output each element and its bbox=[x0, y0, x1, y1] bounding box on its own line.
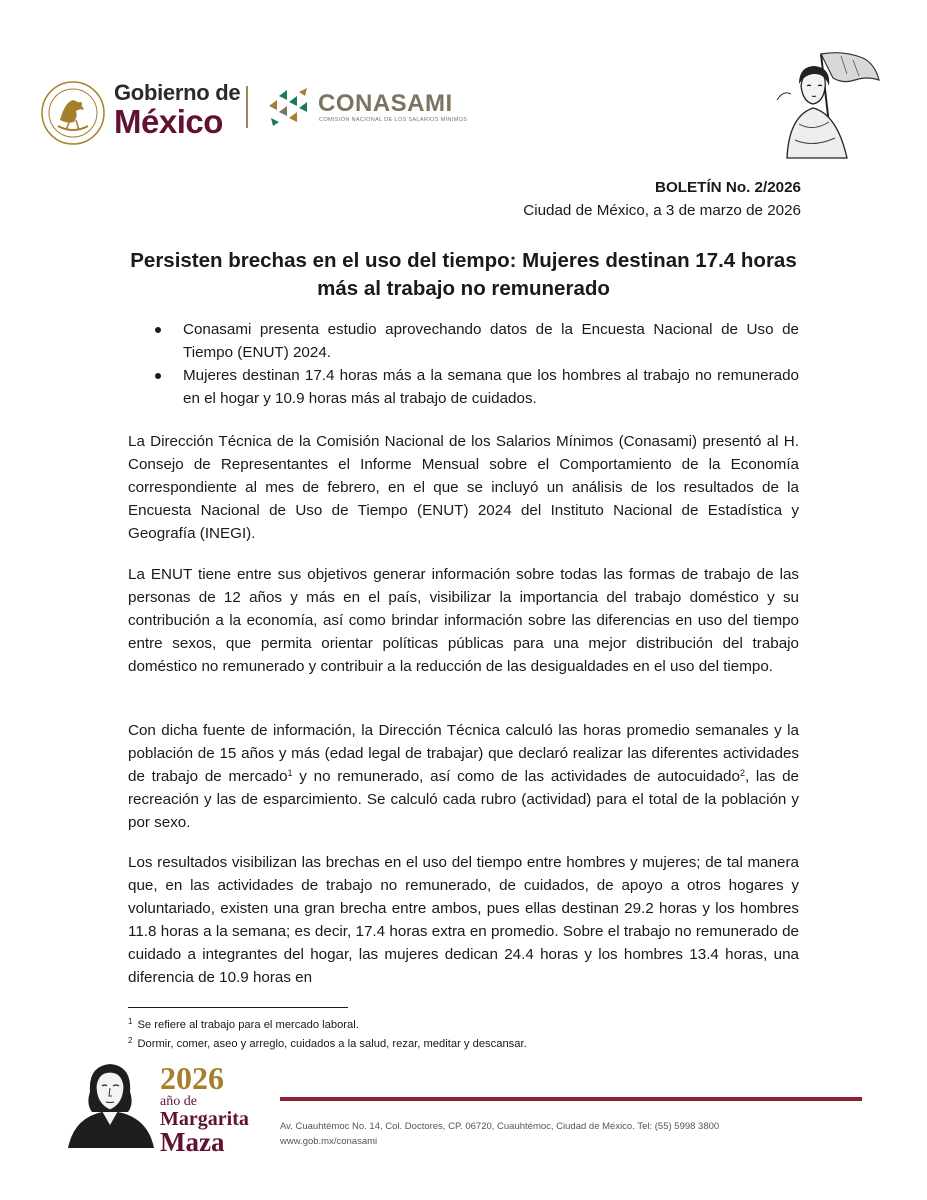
paragraph-3-text-b: y no remunerado, así como de las actividades de autocuidado bbox=[292, 768, 740, 785]
footnote-mark: 2 bbox=[128, 1036, 133, 1045]
footer-address-block bbox=[280, 1119, 719, 1149]
logo-divider bbox=[246, 86, 248, 128]
conasami-full-name: COMISIÓN NACIONAL DE LOS SALARIOS MÍNIMOS bbox=[319, 117, 468, 123]
bulletin-meta bbox=[523, 176, 801, 222]
footnote-text: Se refiere al trabajo para el mercado laboral. bbox=[137, 1019, 359, 1031]
body-paragraph-4: Los resultados visibilizan las brechas en el uso del tiempo entre hombres y mujeres; de tal manera que, en las actividades de trabajo no remunerado, de cuidados, de apoyo a otros hogares y voluntariado, existen una gran brecha entre ambos, pues ellas destinan 29.2 horas y los hombres 11.8 horas a la semana; es decir, 17.4 horas extra en promedio. Sobre el trabajo no remunerado de cuidado a integrantes del hogar, las mujeres dedican 24.4 horas y los hombres 13.4 horas, una diferencia de 10.9 horas en bbox=[128, 854, 799, 986]
year-sub-label: año de bbox=[160, 1094, 197, 1109]
gov-line-1: Gobierno de bbox=[114, 80, 241, 105]
year-label: 2026 bbox=[160, 1060, 224, 1096]
footer-address: Av. Cuauhtémoc No. 14, Col. Doctores, CP. 06720, Cuauhtémoc, Ciudad de México. Tel: (55) 5998 3800 bbox=[280, 1121, 720, 1132]
footnote-text: Dormir, comer, aseo y arreglo, cuidados a la salud, rezar, meditar y descansar. bbox=[137, 1038, 527, 1050]
footnote bbox=[128, 1035, 527, 1054]
footnote-ref-1: 1 bbox=[287, 768, 293, 778]
body-paragraph-2: La ENUT tiene entre sus objetivos generar información sobre todas las formas de trabajo de las personas de 12 años y más en el país, visibilizar la importancia del trabajo doméstico y su contribución a la economía, así como brindar información sobre las diferencias en uso del tiempo entre sexos, que permita orientar políticas públicas para una mejor distribución del trabajo doméstico no remunerado y contribuir a la reducción de las desigualdades en el uso del tiempo. bbox=[128, 566, 799, 675]
footnote bbox=[128, 1016, 527, 1035]
gov-line-2: México bbox=[114, 103, 223, 140]
page-header bbox=[40, 72, 890, 172]
footnote-divider bbox=[128, 1007, 348, 1008]
press-release-title: Persisten brechas en el uso del tiempo: Mujeres destinan 17.4 horas más al trabajo no remunerado bbox=[130, 249, 797, 300]
bulletin-number: BOLETÍN No. 2/2026 bbox=[654, 179, 801, 196]
paragraph-3-text-a: Con dicha fuente de información, la Dirección Técnica calculó las horas promedio semanales y la población de 15 años y más (edad legal de trabajar) que declaró realizar las diferentes actividades de trabajo de mercado bbox=[128, 722, 799, 785]
body-paragraph-3 bbox=[128, 719, 799, 834]
year-of-margarita-maza-logo bbox=[160, 1062, 270, 1156]
footnotes bbox=[128, 1016, 527, 1054]
summary-bullet: Mujeres destinan 17.4 horas más a la semana que los hombres al trabajo no remunerado en el hogar y 10.9 horas más al trabajo de cuidados. bbox=[155, 364, 799, 410]
footer-website-link[interactable]: www.gob.mx/conasami bbox=[280, 1136, 378, 1147]
footer-divider bbox=[280, 1097, 862, 1101]
honoree-first-name: Margarita bbox=[160, 1108, 249, 1130]
mexico-coat-of-arms-icon bbox=[40, 80, 106, 146]
summary-bullets bbox=[155, 318, 799, 410]
paragraph-3-text-c: , las de recreación y las de esparcimiento. Se calculó cada rubro (actividad) para el total de la población y por sexo. bbox=[128, 768, 799, 831]
margarita-maza-portrait-icon bbox=[62, 1052, 160, 1148]
footnote-ref-2: 2 bbox=[739, 768, 745, 778]
gobierno-de-mexico-logo bbox=[114, 82, 240, 138]
conasami-name: CONASAMI bbox=[318, 90, 453, 117]
conasami-logo-icon bbox=[265, 86, 313, 130]
summary-bullet: Conasami presenta estudio aprovechando datos de la Encuesta Nacional de Uso de Tiempo (ENUT) 2024. bbox=[155, 318, 799, 364]
footnote-mark: 1 bbox=[128, 1017, 133, 1026]
honoree-last-name: Maza bbox=[160, 1127, 225, 1157]
body-paragraph-1: La Dirección Técnica de la Comisión Nacional de los Salarios Mínimos (Conasami) presentó al H. Consejo de Representantes el Informe Mensual sobre el Comportamiento de la Economía correspondiente al mes de febrero, en el que se incluyó un análisis de los resultados de la Encuesta Nacional de Uso de Tiempo (ENUT) 2024 del Instituto Nacional de Estadística y Geografía (INEGI). bbox=[128, 433, 799, 542]
bulletin-place-date: Ciudad de México, a 3 de marzo de 2026 bbox=[523, 202, 801, 219]
heroine-with-flag-illustration-icon bbox=[763, 50, 881, 160]
